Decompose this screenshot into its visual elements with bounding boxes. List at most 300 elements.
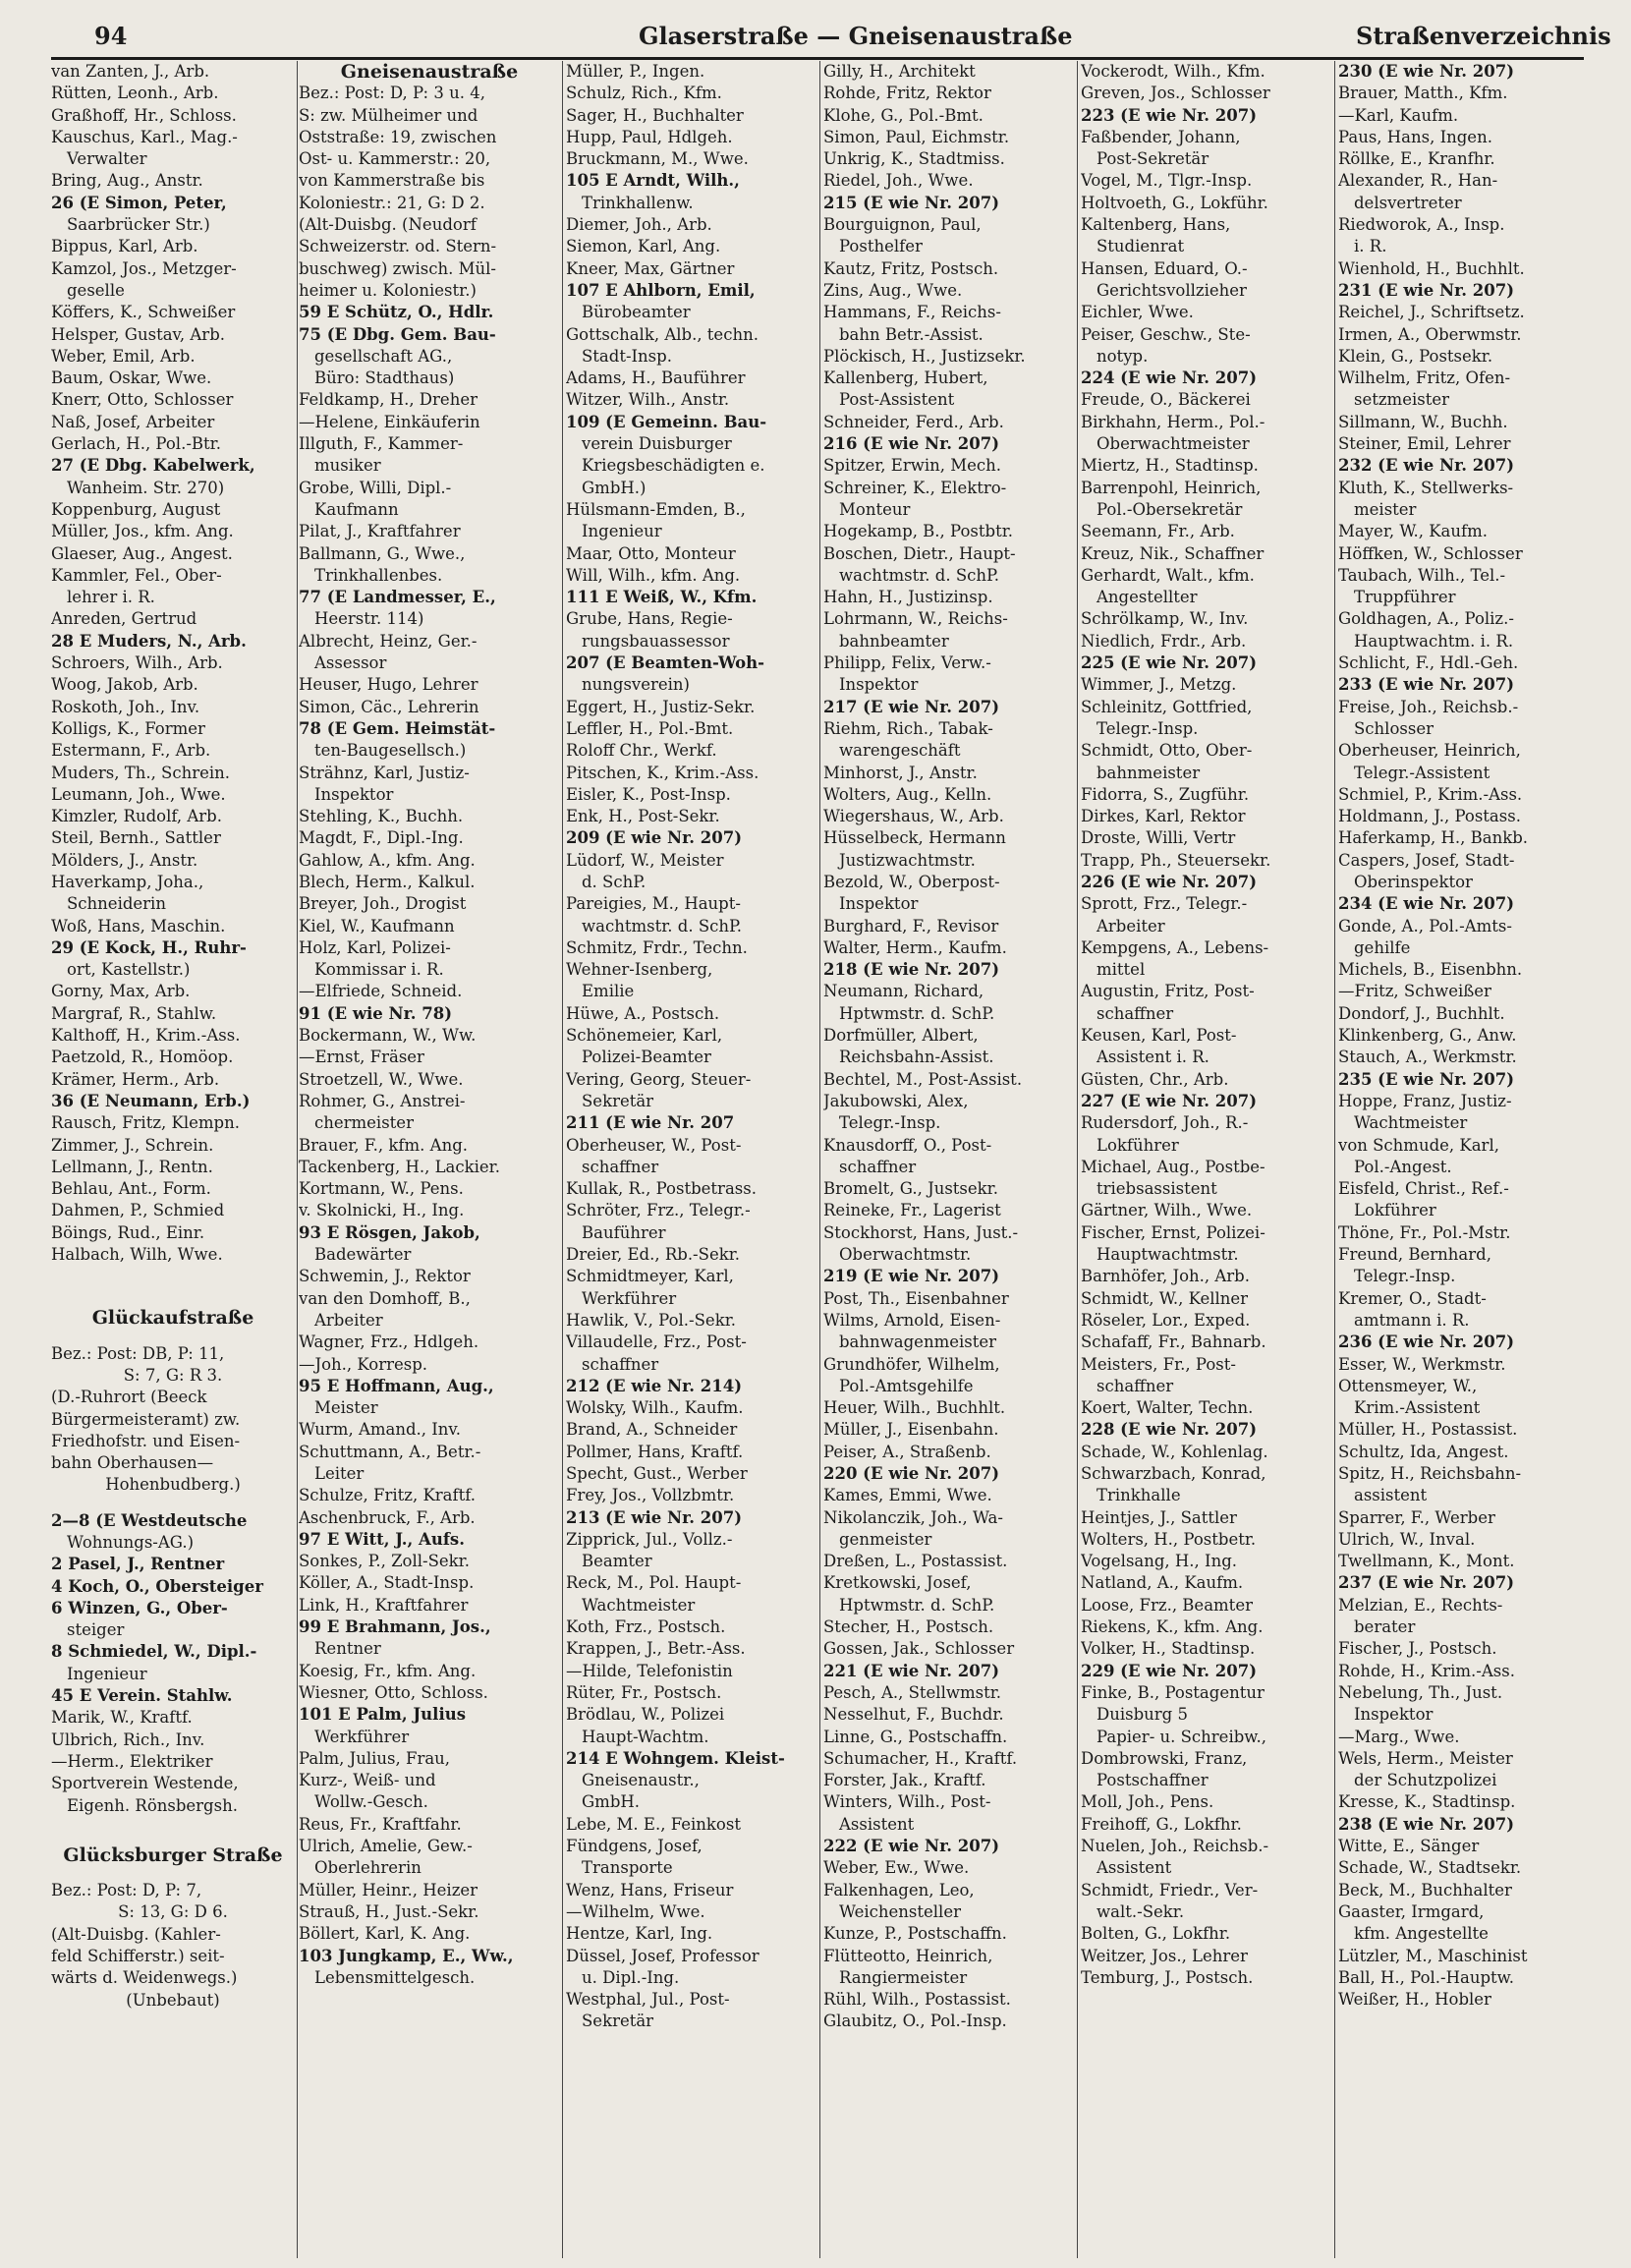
entry-line: (Alt-Duisbg. (Neudorf: [299, 215, 477, 235]
entry-line: 227 (E wie Nr. 207): [1081, 1091, 1258, 1110]
entry-line: S: 7, G: R 3.: [123, 1365, 223, 1385]
entry-line: 230 (E wie Nr. 207): [1338, 62, 1515, 81]
entry-line: u. Dipl.-Ing.: [582, 1967, 680, 1987]
entry-line: 4 Koch, O., Obersteiger: [51, 1576, 263, 1596]
entry-line: 109 (E Gemeinn. Bau-: [566, 412, 767, 431]
entry-line: Simon, Paul, Eichmstr.: [823, 127, 1010, 146]
spacer: [51, 1279, 295, 1293]
entry-line: Hogekamp, B., Postbtr.: [823, 522, 1014, 541]
entry-line: Hammans, F., Reichs-: [823, 303, 1001, 322]
entry-line: 2—8 (E Westdeutsche: [51, 1510, 248, 1530]
entry-line: der Schutzpolizei: [1354, 1771, 1497, 1790]
entry-line: 36 (E Neumann, Erb.): [51, 1091, 251, 1110]
entry-line: 223 (E wie Nr. 207): [1081, 105, 1258, 125]
entry-line: Albrecht, Heinz, Ger.-: [299, 631, 478, 651]
entry-line: 107 E Ahlborn, Emil,: [566, 280, 756, 300]
entry-line: Sonkes, P., Zoll-Sekr.: [299, 1552, 470, 1571]
entry-line: Augustin, Fritz, Post-: [1081, 982, 1255, 1001]
entry-line: Bockermann, W., Ww.: [299, 1026, 477, 1046]
entry-line: Enk, H., Post-Sekr.: [566, 807, 720, 826]
entry-line: Ulrich, W., Inval.: [1338, 1529, 1476, 1549]
section-title: Straßenverzeichnis: [1356, 22, 1611, 50]
header-rule: [51, 57, 1584, 60]
entry-line: Kullak, R., Postbetrass.: [566, 1179, 757, 1199]
street-heading: Gneisenaustraße: [340, 61, 519, 83]
entry-line: 217 (E wie Nr. 207): [823, 697, 1000, 716]
entry-line: Düssel, Josef, Professor: [566, 1946, 759, 1965]
entry-line: Seemann, Fr., Arb.: [1081, 522, 1235, 541]
entry-line: bahn Oberhausen—: [51, 1453, 214, 1473]
entry-line: Westphal, Jul., Post-: [566, 1990, 730, 2010]
entry-line: Marik, W., Kraftf.: [51, 1708, 193, 1728]
entry-line: Nikolanczik, Joh., Wa-: [823, 1507, 1003, 1527]
entry-line: setzmeister: [1354, 390, 1449, 410]
entry-line: Barrenpohl, Heinrich,: [1081, 478, 1262, 497]
entry-line: Weißer, H., Hobler: [1338, 1990, 1491, 2010]
entry-line: Inspektor: [314, 784, 394, 804]
page-header: [0, 22, 1631, 61]
entry-line: Schultz, Ida, Angest.: [1338, 1442, 1509, 1461]
entry-line: Holtvoeth, G., Lokführ.: [1081, 193, 1268, 212]
entry-line: Kneer, Max, Gärtner: [566, 258, 735, 278]
entry-line: Schröter, Frz., Telegr.-: [566, 1201, 751, 1220]
entry-line: 236 (E wie Nr. 207): [1338, 1332, 1515, 1352]
entry-line: Stecher, H., Postsch.: [823, 1617, 994, 1637]
entry-line: Heerstr. 114): [314, 609, 424, 629]
entry-line: Feldkamp, H., Dreher: [299, 390, 478, 410]
entry-line: Angestellter: [1097, 588, 1198, 607]
entry-line: Hptwmstr. d. SchP.: [839, 1003, 995, 1023]
entry-line: Pesch, A., Stellwmstr.: [823, 1682, 1002, 1702]
entry-line: schaffner: [582, 1157, 659, 1176]
entry-line: Müller, H., Postassist.: [1338, 1420, 1518, 1440]
entry-line: Bürgermeisteramt) zw.: [51, 1409, 241, 1429]
entry-line: Hawlik, V., Pol.-Sekr.: [566, 1310, 737, 1330]
entry-line: Pareigies, M., Haupt-: [566, 894, 741, 914]
entry-line: S: 13, G: D 6.: [118, 1902, 228, 1922]
entry-line: Diemer, Joh., Arb.: [566, 215, 712, 235]
entry-line: Gaaster, Irmgard,: [1338, 1901, 1485, 1921]
entry-line: Riedworok, A., Insp.: [1338, 215, 1505, 235]
entry-line: Leiter: [314, 1464, 365, 1483]
entry-line: Truppführer: [1354, 588, 1456, 607]
entry-line: Wanheim. Str. 270): [67, 478, 225, 497]
entry-line: 27 (E Dbg. Kabelwerk,: [51, 456, 255, 476]
entry-line: Heintjes, J., Sattler: [1081, 1507, 1237, 1527]
entry-line: Holz, Karl, Polizei-: [299, 937, 451, 957]
entry-line: Bürobeamter: [582, 303, 691, 322]
entry-line: 209 (E wie Nr. 207): [566, 828, 743, 848]
entry-line: Schönemeier, Karl,: [566, 1026, 723, 1046]
entry-line: Taubach, Wilh., Tel.-: [1338, 565, 1506, 585]
entry-line: Brauer, Matth., Kfm.: [1338, 84, 1508, 103]
entry-line: Nuelen, Joh., Reichsb.-: [1081, 1837, 1269, 1856]
entry-line: Bauführer: [582, 1222, 666, 1242]
entry-line: Woog, Jakob, Arb.: [51, 675, 198, 695]
entry-line: —Ernst, Fräser: [299, 1048, 424, 1067]
entry-line: (Unbebaut): [126, 1990, 220, 2010]
entry-line: Grundhöfer, Wilhelm,: [823, 1354, 1000, 1374]
entry-line: Freund, Bernhard,: [1338, 1245, 1491, 1265]
entry-line: Keusen, Karl, Post-: [1081, 1026, 1237, 1046]
column-divider: [1334, 61, 1335, 2258]
entry-line: Villaudelle, Frz., Post-: [566, 1332, 747, 1352]
entry-line: Burghard, F., Revisor: [823, 916, 999, 936]
entry-line: Müller, Jos., kfm. Ang.: [51, 522, 234, 541]
entry-line: Lokführer: [1097, 1135, 1179, 1155]
entry-line: Frey, Jos., Vollzbmtr.: [566, 1486, 735, 1505]
entry-line: nungsverein): [582, 675, 690, 695]
entry-line: 215 (E wie Nr. 207): [823, 193, 1000, 212]
entry-line: 228 (E wie Nr. 207): [1081, 1420, 1258, 1440]
entry-line: —Fritz, Schweißer: [1338, 982, 1491, 1001]
entry-line: Rohde, Fritz, Rektor: [823, 84, 991, 103]
entry-line: Wiegershaus, W., Arb.: [823, 807, 1004, 826]
entry-line: Wolters, H., Postbetr.: [1081, 1529, 1257, 1549]
entry-line: Siemon, Karl, Ang.: [566, 237, 721, 256]
entry-line: 213 (E wie Nr. 207): [566, 1507, 743, 1527]
entry-line: Schulz, Rich., Kfm.: [566, 84, 722, 103]
entry-line: Wienhold, H., Buchhlt.: [1338, 258, 1525, 278]
entry-line: —Wilhelm, Wwe.: [566, 1901, 705, 1921]
entry-line: Gerlach, H., Pol.-Btr.: [51, 434, 221, 454]
entry-line: Linne, G., Postschaffn.: [823, 1727, 1008, 1746]
entry-line: Adams, H., Bauführer: [566, 369, 746, 388]
entry-line: Dombrowski, Franz,: [1081, 1748, 1248, 1768]
entry-line: Kluth, K., Stellwerks-: [1338, 478, 1514, 497]
entry-line: Mölders, J., Anstr.: [51, 850, 198, 870]
entry-line: Böings, Rud., Einr.: [51, 1222, 205, 1242]
entry-line: Margraf, R., Stahlw.: [51, 1003, 217, 1023]
entry-line: Hohenbudberg.): [105, 1475, 241, 1495]
entry-line: Post-Sekretär: [1097, 149, 1209, 169]
entry-line: Gerichtsvollzieher: [1097, 280, 1247, 300]
entry-line: van den Domhoff, B.,: [299, 1288, 471, 1308]
entry-line: Schulze, Fritz, Kraftf.: [299, 1486, 477, 1505]
entry-line: Dahmen, P., Schmied: [51, 1201, 225, 1220]
entry-line: 224 (E wie Nr. 207): [1081, 369, 1258, 388]
entry-line: schaffner: [1097, 1376, 1174, 1395]
entry-line: Ingenieur: [582, 522, 662, 541]
entry-line: Loose, Frz., Beamter: [1081, 1595, 1253, 1615]
entry-line: Müller, J., Eisenbahn.: [823, 1420, 999, 1440]
entry-line: Sportverein Westende,: [51, 1774, 239, 1793]
spacer: [51, 1266, 295, 1279]
entry-line: Esser, W., Werkmstr.: [1338, 1354, 1506, 1374]
entry-line: Miertz, H., Stadtinsp.: [1081, 456, 1259, 476]
entry-line: Sekretär: [582, 1091, 654, 1110]
entry-line: Irmen, A., Oberwmstr.: [1338, 324, 1522, 344]
entry-line: Rangiermeister: [839, 1967, 968, 1987]
entry-line: heimer u. Koloniestr.): [299, 280, 477, 300]
entry-line: Inspektor: [839, 675, 919, 695]
entry-line: Haupt-Wachtm.: [582, 1727, 709, 1746]
entry-line: Wurm, Amand., Inv.: [299, 1420, 462, 1440]
entry-line: 75 (E Dbg. Gem. Bau-: [299, 324, 496, 344]
spacer: [51, 1866, 295, 1880]
entry-line: 28 E Muders, N., Arb.: [51, 631, 247, 651]
entry-line: Jakubowski, Alex,: [823, 1091, 969, 1110]
entry-line: Haferkamp, H., Bankb.: [1338, 828, 1529, 848]
entry-line: Kaltenberg, Hans,: [1081, 215, 1231, 235]
entry-line: berater: [1354, 1617, 1416, 1637]
column-6: [1338, 61, 1584, 2258]
entry-line: Palm, Julius, Frau,: [299, 1748, 451, 1768]
entry-line: Pollmer, Hans, Kraftf.: [566, 1442, 744, 1461]
entry-line: Zins, Aug., Wwe.: [823, 280, 963, 300]
entry-line: Glaubitz, O., Pol.-Insp.: [823, 2012, 1007, 2031]
entry-line: Schade, W., Stadtsekr.: [1338, 1858, 1522, 1878]
entry-line: notyp.: [1097, 346, 1149, 366]
entry-line: Kunze, P., Postschaffn.: [823, 1924, 1007, 1944]
entry-line: —Herm., Elektriker: [51, 1751, 213, 1771]
entry-line: Schreiner, K., Elektro-: [823, 478, 1007, 497]
column-divider: [297, 61, 298, 2258]
entry-line: Illguth, F., Kammer-: [299, 434, 464, 454]
entry-line: assistent: [1354, 1486, 1428, 1505]
entry-line: Freise, Joh., Reichsb.-: [1338, 697, 1519, 716]
entry-line: Bez.: Post: D, P: 3 u. 4,: [299, 84, 485, 103]
entry-line: Kempgens, A., Lebens-: [1081, 937, 1269, 957]
running-title: Glaserstraße — Gneisenaustraße: [639, 22, 1073, 50]
entry-line: Brauer, F., kfm. Ang.: [299, 1135, 469, 1155]
entry-line: Inspektor: [1354, 1705, 1434, 1725]
entry-line: 221 (E wie Nr. 207): [823, 1661, 1000, 1680]
spacer: [51, 1497, 295, 1510]
entry-line: 207 (E Beamten-Woh-: [566, 653, 765, 673]
entry-line: Schlicht, F., Hdl.-Geh.: [1338, 653, 1519, 673]
entry-line: triebsassistent: [1097, 1179, 1217, 1199]
entry-line: Kautz, Fritz, Postsch.: [823, 258, 999, 278]
entry-line: Rühl, Wilh., Postassist.: [823, 1990, 1011, 2010]
entry-line: genmeister: [839, 1529, 932, 1549]
entry-line: von Kammerstraße bis: [299, 171, 485, 191]
entry-line: Oberwachtmeister: [1097, 434, 1250, 454]
entry-line: Hüwe, A., Postsch.: [566, 1003, 720, 1023]
entry-line: Eigenh. Rönsbergsh.: [67, 1795, 238, 1815]
entry-line: Gahlow, A., kfm. Ang.: [299, 850, 476, 870]
entry-line: Hauptwachtmstr.: [1097, 1245, 1239, 1265]
entry-line: Schrölkamp, W., Inv.: [1081, 609, 1249, 629]
entry-line: Schmitz, Frdr., Techn.: [566, 937, 748, 957]
entry-line: Rohmer, G., Anstrei-: [299, 1091, 466, 1110]
entry-line: Witzer, Wilh., Anstr.: [566, 390, 730, 410]
entry-line: Riehm, Rich., Tabak-: [823, 718, 993, 738]
entry-line: 232 (E wie Nr. 207): [1338, 456, 1515, 476]
entry-line: 45 E Verein. Stahlw.: [51, 1686, 233, 1706]
entry-line: Wolsky, Wilh., Kaufm.: [566, 1398, 744, 1418]
entry-line: Kames, Emmi, Wwe.: [823, 1486, 992, 1505]
entry-line: 216 (E wie Nr. 207): [823, 434, 1000, 454]
entry-line: Caspers, Josef, Stadt-: [1338, 850, 1515, 870]
entry-line: Kortmann, W., Pens.: [299, 1179, 464, 1199]
entry-line: S: zw. Mülheimer und: [299, 105, 478, 125]
entry-line: ort, Kastellstr.): [67, 960, 191, 980]
spacer: [51, 1293, 295, 1307]
entry-line: Gilly, H., Architekt: [823, 62, 976, 81]
entry-line: Wilms, Arnold, Eisen-: [823, 1310, 1001, 1330]
entry-line: Schwemin, J., Rektor: [299, 1267, 471, 1286]
entry-line: Oberwachtmstr.: [839, 1245, 972, 1265]
entry-line: —Elfriede, Schneid.: [299, 982, 463, 1001]
entry-line: 234 (E wie Nr. 207): [1338, 894, 1515, 914]
entry-line: Oberlehrerin: [314, 1858, 422, 1878]
entry-line: Kamzol, Jos., Metzger-: [51, 258, 237, 278]
entry-line: Forster, Jak., Kraftf.: [823, 1771, 986, 1790]
entry-line: Oststraße: 19, zwischen: [299, 127, 497, 146]
entry-line: Pol.-Obersekretär: [1097, 499, 1243, 519]
entry-line: Gottschalk, Alb., techn.: [566, 324, 759, 344]
column-divider: [562, 61, 563, 2258]
entry-line: Wilhelm, Fritz, Ofen-: [1338, 369, 1511, 388]
entry-line: verein Duisburger: [582, 434, 732, 454]
entry-line: Wachtmeister: [582, 1595, 696, 1615]
entry-line: Wenz, Hans, Friseur: [566, 1880, 734, 1899]
entry-line: Helsper, Gustav, Arb.: [51, 324, 225, 344]
entry-line: Post-Assistent: [839, 390, 955, 410]
entry-line: GmbH.): [582, 478, 647, 497]
entry-line: Neumann, Richard,: [823, 982, 984, 1001]
entry-line: 214 E Wohngem. Kleist-: [566, 1748, 785, 1768]
entry-line: Freude, O., Bäckerei: [1081, 390, 1251, 410]
entry-line: Trinkhallenbes.: [314, 565, 443, 585]
entry-line: Duisburg 5: [1097, 1705, 1188, 1725]
entry-line: Moll, Joh., Pens.: [1081, 1792, 1214, 1812]
entry-line: Müller, P., Ingen.: [566, 62, 705, 81]
entry-line: Ost- u. Kammerstr.: 20,: [299, 149, 491, 169]
entry-line: Ingenieur: [67, 1664, 147, 1683]
entry-line: Kriegsbeschädigten e.: [582, 456, 765, 476]
entry-line: Link, H., Kraftfahrer: [299, 1595, 469, 1615]
entry-line: Lellmann, J., Rentn.: [51, 1157, 213, 1176]
entry-line: Unkrig, K., Stadtmiss.: [823, 149, 1005, 169]
entry-line: GmbH.: [582, 1792, 641, 1812]
entry-line: Vering, Georg, Steuer-: [566, 1069, 752, 1089]
entry-line: —Karl, Kaufm.: [1338, 105, 1459, 125]
entry-line: bahnwagenmeister: [839, 1332, 997, 1352]
entry-line: Simon, Cäc., Lehrerin: [299, 697, 479, 716]
entry-line: Hansen, Eduard, O.-: [1081, 258, 1248, 278]
entry-line: 212 (E wie Nr. 214): [566, 1376, 743, 1395]
entry-line: wachtmstr. d. SchP.: [839, 565, 999, 585]
entry-line: Weichensteller: [839, 1901, 961, 1921]
entry-line: gesellschaft AG.,: [314, 346, 453, 366]
entry-line: Dirkes, Karl, Rektor: [1081, 807, 1246, 826]
entry-line: Maar, Otto, Monteur: [566, 543, 736, 563]
entry-line: Trinkhalle: [1097, 1486, 1181, 1505]
entry-line: Sager, H., Buchhalter: [566, 105, 744, 125]
entry-line: Dreßen, L., Postassist.: [823, 1552, 1008, 1571]
entry-line: Schmidt, Friedr., Ver-: [1081, 1880, 1259, 1899]
entry-line: Boschen, Dietr., Haupt-: [823, 543, 1016, 563]
entry-line: Bromelt, G., Justsekr.: [823, 1179, 998, 1199]
entry-line: Schmidt, Otto, Ober-: [1081, 741, 1253, 761]
entry-line: Wohnungs-AG.): [67, 1533, 195, 1552]
entry-line: Tackenberg, H., Lackier.: [299, 1157, 500, 1176]
entry-line: Roskoth, Joh., Inv.: [51, 697, 200, 716]
entry-line: Koppenburg, August: [51, 499, 221, 519]
entry-line: Röllke, E., Kranfhr.: [1338, 149, 1495, 169]
entry-line: Rohde, H., Krim.-Ass.: [1338, 1661, 1515, 1680]
entry-line: schaffner: [582, 1354, 659, 1374]
entry-line: Kimzler, Rudolf, Arb.: [51, 807, 222, 826]
entry-line: 237 (E wie Nr. 207): [1338, 1573, 1515, 1593]
entry-line: Rausch, Fritz, Klempn.: [51, 1113, 240, 1133]
entry-line: Meisters, Fr., Post-: [1081, 1354, 1236, 1374]
entry-line: 77 (E Landmesser, E.,: [299, 588, 496, 607]
entry-line: schaffner: [1097, 1003, 1174, 1023]
entry-line: bahn Betr.-Assist.: [839, 324, 984, 344]
entry-line: Ulbrich, Rich., Inv.: [51, 1729, 205, 1749]
entry-line: Wachtmeister: [1354, 1113, 1468, 1133]
entry-line: Sekretär: [582, 2012, 654, 2031]
column-1: [51, 61, 295, 2258]
entry-line: Assistent i. R.: [1097, 1048, 1209, 1067]
entry-line: Anreden, Gertrud: [51, 609, 197, 629]
entry-line: Paetzold, R., Homöop.: [51, 1048, 234, 1067]
entry-line: Pol.-Amtsgehilfe: [839, 1376, 974, 1395]
entry-line: Bez.: Post: D, P: 7,: [51, 1881, 202, 1900]
entry-line: bahnmeister: [1097, 763, 1201, 782]
entry-line: Thöne, Fr., Pol.-Mstr.: [1338, 1222, 1511, 1242]
entry-line: Koloniestr.: 21, G: D 2.: [299, 193, 485, 212]
entry-line: Schneiderin: [67, 894, 166, 914]
entry-line: Eisfeld, Christ., Ref.-: [1338, 1179, 1509, 1199]
entry-line: Krim.-Assistent: [1354, 1398, 1481, 1418]
entry-line: Kiel, W., Kaufmann: [299, 916, 455, 936]
entry-line: (D.-Ruhrort (Beeck: [51, 1388, 207, 1407]
entry-line: Bolten, G., Lokfhr.: [1081, 1924, 1231, 1944]
entry-line: Post, Th., Eisenbahner: [823, 1288, 1009, 1308]
entry-line: Beamter: [582, 1552, 652, 1571]
entry-line: Friedhofstr. und Eisen-: [51, 1431, 241, 1450]
entry-line: Droste, Willi, Vertr: [1081, 828, 1236, 848]
entry-line: 95 E Hoffmann, Aug.,: [299, 1376, 494, 1395]
entry-line: Kommissar i. R.: [314, 960, 444, 980]
entry-line: v. Skolnicki, H., Ing.: [299, 1201, 465, 1220]
entry-line: Schweizerstr. od. Stern-: [299, 237, 497, 256]
entry-line: Grube, Hans, Regie-: [566, 609, 733, 629]
entry-line: Wehner-Isenberg,: [566, 960, 713, 980]
entry-line: Arbeiter: [1097, 916, 1165, 936]
entry-line: Lokführer: [1354, 1201, 1436, 1220]
entry-line: Fischer, Ernst, Polizei-: [1081, 1222, 1265, 1242]
entry-line: Gossen, Jak., Schlosser: [823, 1639, 1015, 1659]
entry-line: Assistent: [839, 1814, 915, 1834]
entry-line: Kolligs, K., Former: [51, 718, 205, 738]
entry-line: Schmidtmeyer, Karl,: [566, 1267, 734, 1286]
entry-line: Brödlau, W., Polizei: [566, 1705, 725, 1725]
entry-line: Beck, M., Buchhalter: [1338, 1880, 1512, 1899]
entry-line: Ballmann, G., Wwe.,: [299, 543, 466, 563]
entry-line: musiker: [314, 456, 381, 476]
entry-line: Weitzer, Jos., Lehrer: [1081, 1946, 1248, 1965]
entry-line: Emilie: [582, 982, 635, 1001]
entry-line: Nebelung, Th., Just.: [1338, 1682, 1503, 1702]
entry-line: Justizwachtmstr.: [839, 850, 976, 870]
entry-line: Assessor: [314, 653, 387, 673]
entry-line: Rüter, Fr., Postsch.: [566, 1682, 722, 1702]
entry-line: 219 (E wie Nr. 207): [823, 1267, 1000, 1286]
entry-line: 59 E Schütz, O., Hdlr.: [299, 303, 494, 322]
entry-line: 225 (E wie Nr. 207): [1081, 653, 1258, 673]
entry-line: Lebe, M. E., Feinkost: [566, 1814, 741, 1834]
entry-line: Finke, B., Postagentur: [1081, 1682, 1265, 1702]
entry-line: 226 (E wie Nr. 207): [1081, 872, 1258, 891]
entry-line: Ball, H., Pol.-Hauptw.: [1338, 1967, 1515, 1987]
entry-line: Stockhorst, Hans, Just.-: [823, 1222, 1019, 1242]
entry-line: Naß, Josef, Arbeiter: [51, 412, 215, 431]
